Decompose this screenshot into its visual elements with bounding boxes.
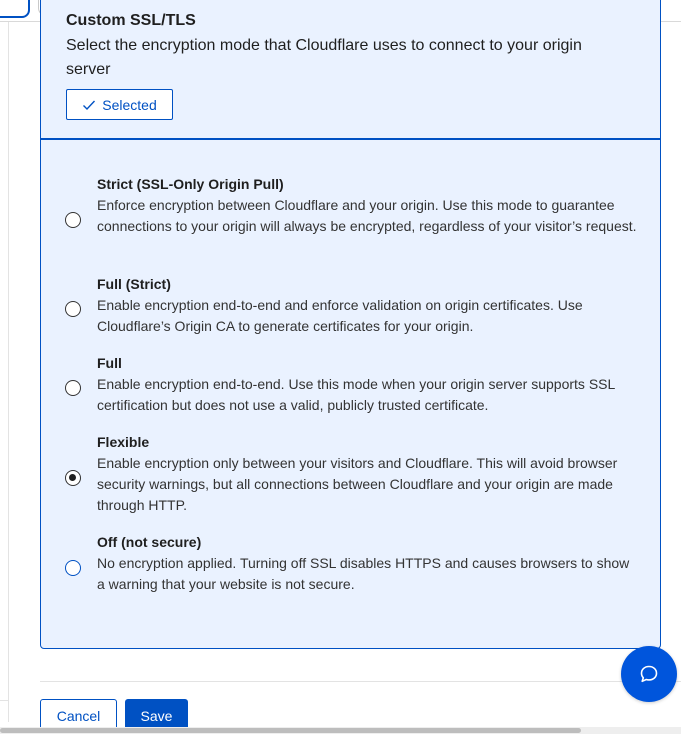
card-description: Select the encryption mode that Cloudflare uses to connect to your origin server	[66, 37, 582, 78]
save-button[interactable]: Save	[125, 699, 188, 733]
option-title: Flexible	[97, 434, 150, 450]
option-description: Enable encryption end-to-end and enforce validation on origin certificates. Use Cloudflare’s Origin CA to generate certificates for your origin.	[97, 297, 583, 334]
cancel-button[interactable]: Cancel	[40, 699, 117, 733]
scrollbar-thumb[interactable]	[0, 728, 581, 733]
radio-full[interactable]	[65, 380, 81, 396]
option-description: Enable encryption only between your visitors and Cloudflare. This will avoid browser security warnings, but all connections between Cloudflare and your origin are made through HTTP.	[97, 455, 618, 513]
option-title: Full (Strict)	[97, 276, 171, 292]
ssl-mode-options	[40, 139, 661, 649]
option-description: Enable encryption end-to-end. Use this mode when your origin server supports SSL certification but does not use a valid, publicly trusted certificate.	[97, 376, 615, 413]
radio-full-strict[interactable]	[65, 301, 81, 317]
option-title: Off (not secure)	[97, 534, 202, 550]
sidebar	[0, 22, 9, 722]
option-title: Strict (SSL-Only Origin Pull)	[97, 176, 284, 192]
radio-off[interactable]	[65, 560, 81, 576]
footer-divider	[40, 681, 681, 682]
option-description: Enforce encryption between Cloudflare and your origin. Use this mode to guarantee connections to your origin will always be encrypted, regardless of your visitor’s request.	[97, 197, 637, 234]
option-description: No encryption applied. Turning off SSL disables HTTPS and causes browsers to show a warning that your website is not secure.	[97, 555, 630, 592]
card-title: Custom SSL/TLS	[66, 12, 196, 29]
radio-strict-ssl-only[interactable]	[65, 212, 81, 228]
option-title: Full	[97, 355, 122, 371]
horizontal-scrollbar[interactable]	[0, 727, 681, 734]
chat-button[interactable]	[621, 646, 677, 702]
sidebar-divider	[0, 700, 8, 701]
chat-bubble-icon	[639, 664, 659, 684]
top-tab-button[interactable]	[0, 0, 30, 18]
radio-flexible[interactable]	[65, 470, 81, 486]
selected-button[interactable]	[66, 89, 173, 120]
ssl-mode-card-header	[40, 0, 661, 139]
check-icon	[82, 98, 96, 112]
selected-label: Selected	[102, 96, 157, 113]
